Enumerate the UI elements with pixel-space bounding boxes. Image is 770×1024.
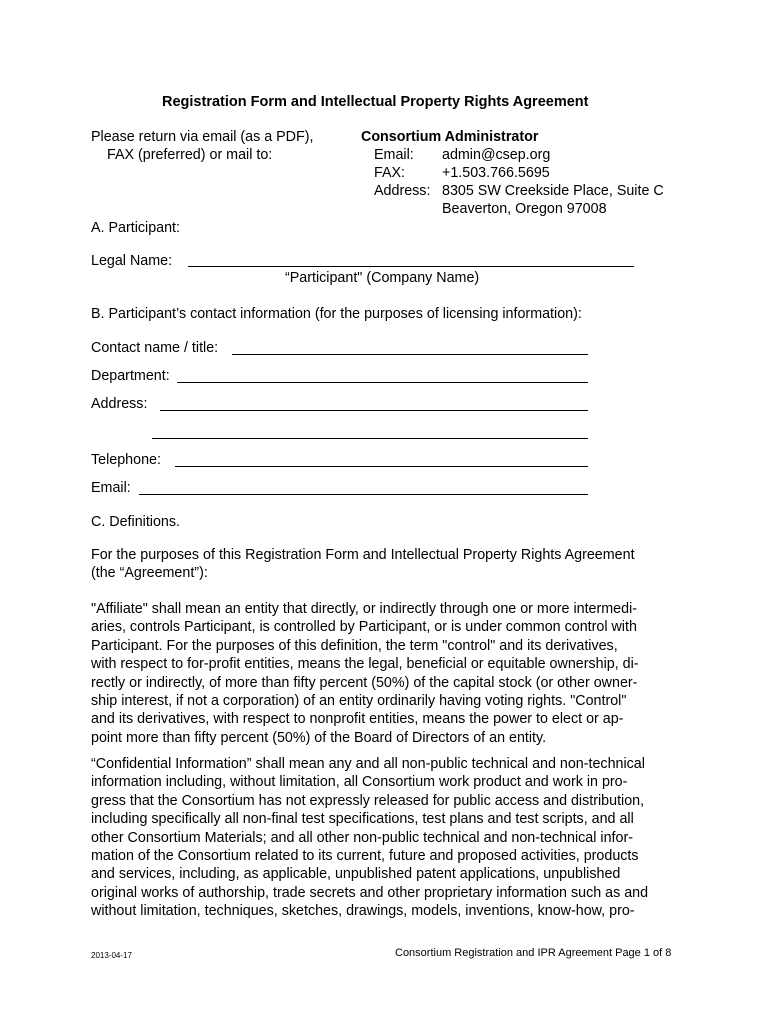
section-c-heading: C. Definitions. xyxy=(91,514,180,530)
affiliate-line: Participant. For the purposes of this definition, the term "control" and its derivatives, xyxy=(91,637,618,654)
email-field[interactable] xyxy=(139,494,588,495)
return-note-line2: FAX (preferred) or mail to: xyxy=(107,147,273,163)
administrator-heading: Consortium Administrator xyxy=(361,129,539,145)
confidential-line: other Consortium Materials; and all other non-public technical and non-technical infor- xyxy=(91,829,633,846)
admin-address-label: Address: xyxy=(374,183,431,199)
admin-address-line1: 8305 SW Creekside Place, Suite C xyxy=(442,183,664,199)
telephone-label: Telephone: xyxy=(91,452,161,468)
email-label: Email: xyxy=(91,480,131,496)
admin-email-label: Email: xyxy=(374,147,414,163)
document-title: Registration Form and Intellectual Property Rights Agreement xyxy=(162,94,589,110)
affiliate-line: ship interest, if not a corporation) of an entity ordinarily having voting rights. "Control" xyxy=(91,693,627,710)
confidential-line: original works of authorship, trade secrets and other proprietary information such as and xyxy=(91,884,649,901)
affiliate-line: point more than fifty percent (50%) of the Board of Directors of an entity. xyxy=(91,729,547,746)
legal-name-field[interactable] xyxy=(188,266,634,267)
address-label: Address: xyxy=(91,396,148,412)
section-b-heading: B. Participant’s contact information (for the purposes of licensing information): xyxy=(91,306,582,322)
affiliate-definition xyxy=(91,600,691,747)
return-note-line1: Please return via email (as a PDF), xyxy=(91,129,314,145)
admin-email-value[interactable]: admin@csep.org xyxy=(442,147,551,163)
admin-fax-label: FAX: xyxy=(374,165,405,181)
definitions-intro xyxy=(91,546,691,583)
telephone-field[interactable] xyxy=(175,466,588,467)
department-field[interactable] xyxy=(177,382,588,383)
confidential-line: mation of the Consortium related to its current, future and proposed activities, products xyxy=(91,848,639,865)
confidential-line: without limitation, techniques, sketches, drawings, models, inventions, know-how, pro- xyxy=(91,903,635,920)
footer-date: 2013-04-17 xyxy=(91,951,132,960)
admin-address-line2: Beaverton, Oregon 97008 xyxy=(442,201,607,217)
confidential-line: gress that the Consortium has not expressly released for public access and distribution, xyxy=(91,792,645,809)
legal-name-label: Legal Name: xyxy=(91,253,173,269)
confidential-line: “Confidential Information” shall mean any and all non-public technical and non-technical xyxy=(91,756,645,772)
intro-line: For the purposes of this Registration Form and Intellectual Property Rights Agreement xyxy=(91,547,635,563)
affiliate-line: with respect to for-profit entities, means the legal, beneficial or equitable ownership, di- xyxy=(91,656,639,673)
contact-name-label: Contact name / title: xyxy=(91,340,219,356)
confidential-line: including specifically all non-final test specifications, test plans and test scripts, and all xyxy=(91,811,634,828)
address-field-line1[interactable] xyxy=(160,410,588,411)
footer-page-label: Consortium Registration and IPR Agreement Page 1 of 8 xyxy=(395,947,672,959)
affiliate-line: aries, controls Participant, is controlled by Participant, or is under common control with xyxy=(91,619,637,636)
intro-line: (the “Agreement”): xyxy=(91,565,208,582)
contact-name-field[interactable] xyxy=(232,354,588,355)
confidential-line: and services, including, as applicable, unpublished patent applications, unpublished xyxy=(91,866,621,883)
section-a-heading: A. Participant: xyxy=(91,220,180,236)
affiliate-line: rectly or indirectly, of more than fifty percent (50%) of the capital stock (or other owner- xyxy=(91,674,638,691)
affiliate-line: and its derivatives, with respect to nonprofit entities, means the power to elect or ap- xyxy=(91,711,624,728)
department-label: Department: xyxy=(91,368,170,384)
legal-name-caption: “Participant" (Company Name) xyxy=(285,270,480,286)
confidential-line: information including, without limitation, all Consortium work product and work in pro- xyxy=(91,774,628,791)
affiliate-line: "Affiliate" shall mean an entity that directly, or indirectly through one or more intermedi- xyxy=(91,601,638,617)
confidential-information-definition xyxy=(91,755,691,921)
admin-fax-value: +1.503.766.5695 xyxy=(442,165,550,181)
address-field-line2[interactable] xyxy=(152,438,588,439)
